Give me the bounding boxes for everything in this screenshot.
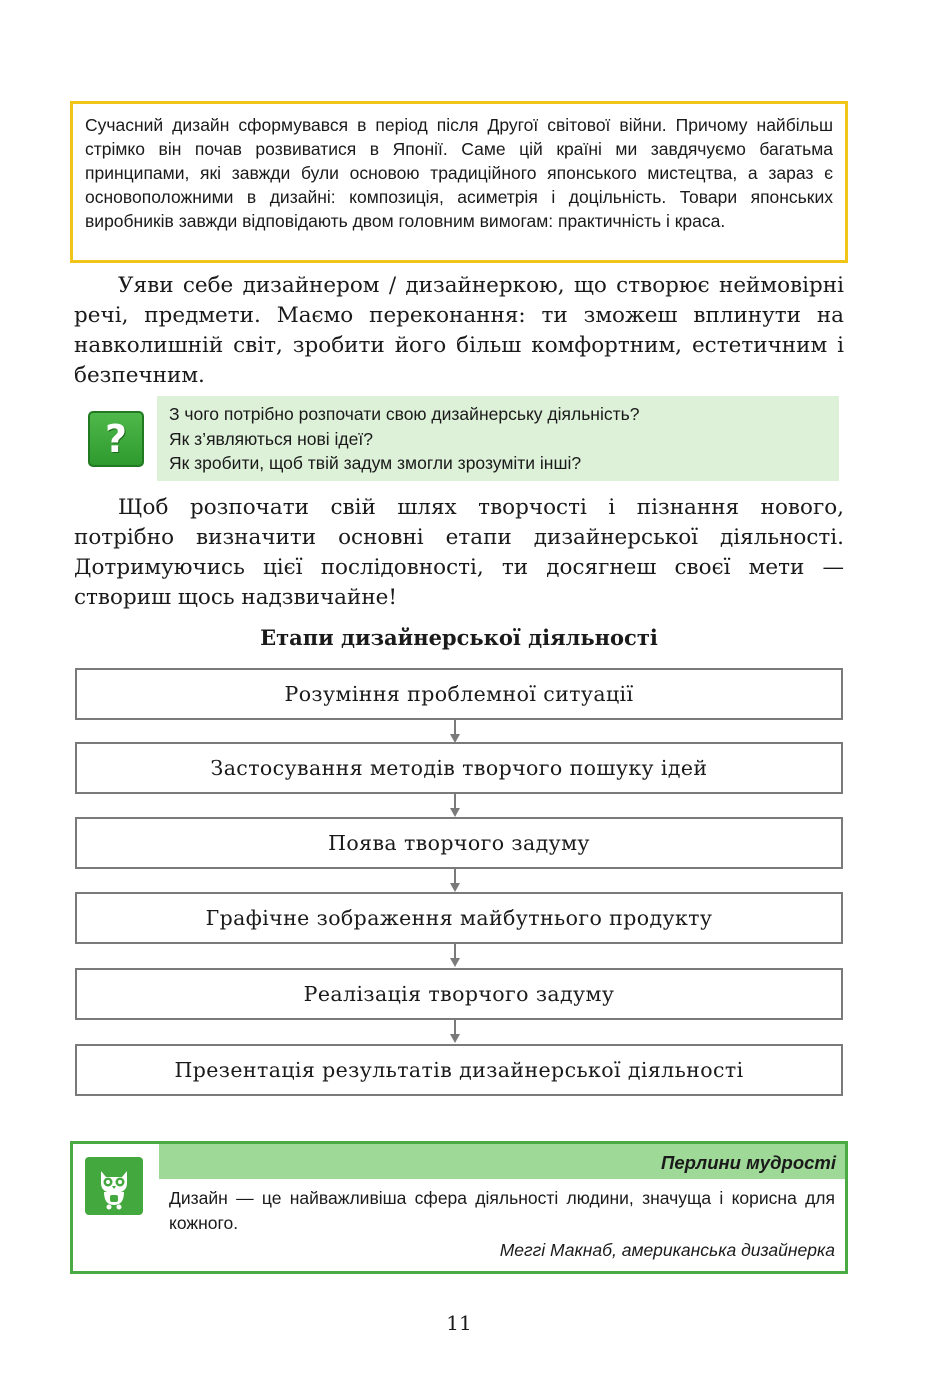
stages-title: Етапи дизайнерської діяльності [260, 625, 658, 650]
owl-icon [85, 1157, 143, 1215]
question-mark-icon: ? [88, 411, 144, 467]
page-number: 11 [446, 1311, 472, 1335]
stage-box: Застосування методів творчого пошуку ідей [75, 742, 843, 794]
questions-box [157, 396, 839, 481]
down-arrow-icon [449, 869, 461, 893]
question-item: Як зробити, щоб твій задум змогли зрозуміти інші? [169, 453, 582, 473]
wisdom-box [70, 1141, 848, 1274]
wisdom-heading: Перлини мудрості [159, 1144, 845, 1179]
question-item: Як з’являються нові ідеї? [169, 428, 373, 449]
stages-intro-paragraph-text: Щоб розпочати свій шлях творчості і пізнання нового, потрібно визначити основні етапи дизайнерської діяльності. Дотримуючись цієї послідовності, ти досягнеш своєї мети — створиш щось надзвичайне! [74, 495, 844, 610]
stage-box: Поява творчого задуму [75, 817, 843, 869]
stage-box: Розуміння проблемної ситуації [75, 668, 843, 720]
intro-paragraph-text: Уяви себе дизайнером / дизайнеркою, що створює неймовірні речі, предмети. Маємо переконання: ти зможеш вплинути на навколишній світ, зробити його більш комфортним, естетичним і безпечним. [74, 273, 844, 388]
question-item: З чого потрібно розпочати свою дизайнерську діяльність? [169, 404, 640, 424]
info-box [70, 101, 848, 263]
info-box-text: Сучасний дизайн сформувався в період після Другої світової війни. Причому найбільш стрімко він почав розвиватися в Японії. Саме цій країні ми завдячуємо багатьма принципами, які завжди були основою традиційного японського мистецтва, а зараз є основоположними в дизайні: композиція, асиметрія і доцільність. Товари японських виробників завжди відповідають двом головним вимогам: практичність і краса. [85, 115, 833, 231]
stage-box: Графічне зображення майбутнього продукту [75, 892, 843, 944]
down-arrow-icon [449, 794, 461, 818]
down-arrow-icon [449, 944, 461, 968]
wisdom-quote: Дизайн — це найважливіша сфера діяльності людини, значуща і корисна для кожного. [169, 1188, 835, 1233]
intro-paragraph [74, 271, 844, 391]
stage-box: Презентація результатів дизайнерської діяльності [75, 1044, 843, 1096]
wisdom-author: Меггі Макнаб, американська дизайнерка [499, 1240, 835, 1260]
stage-box: Реалізація творчого задуму [75, 968, 843, 1020]
stages-intro-paragraph [74, 493, 844, 613]
down-arrow-icon [449, 720, 461, 744]
down-arrow-icon [449, 1020, 461, 1044]
